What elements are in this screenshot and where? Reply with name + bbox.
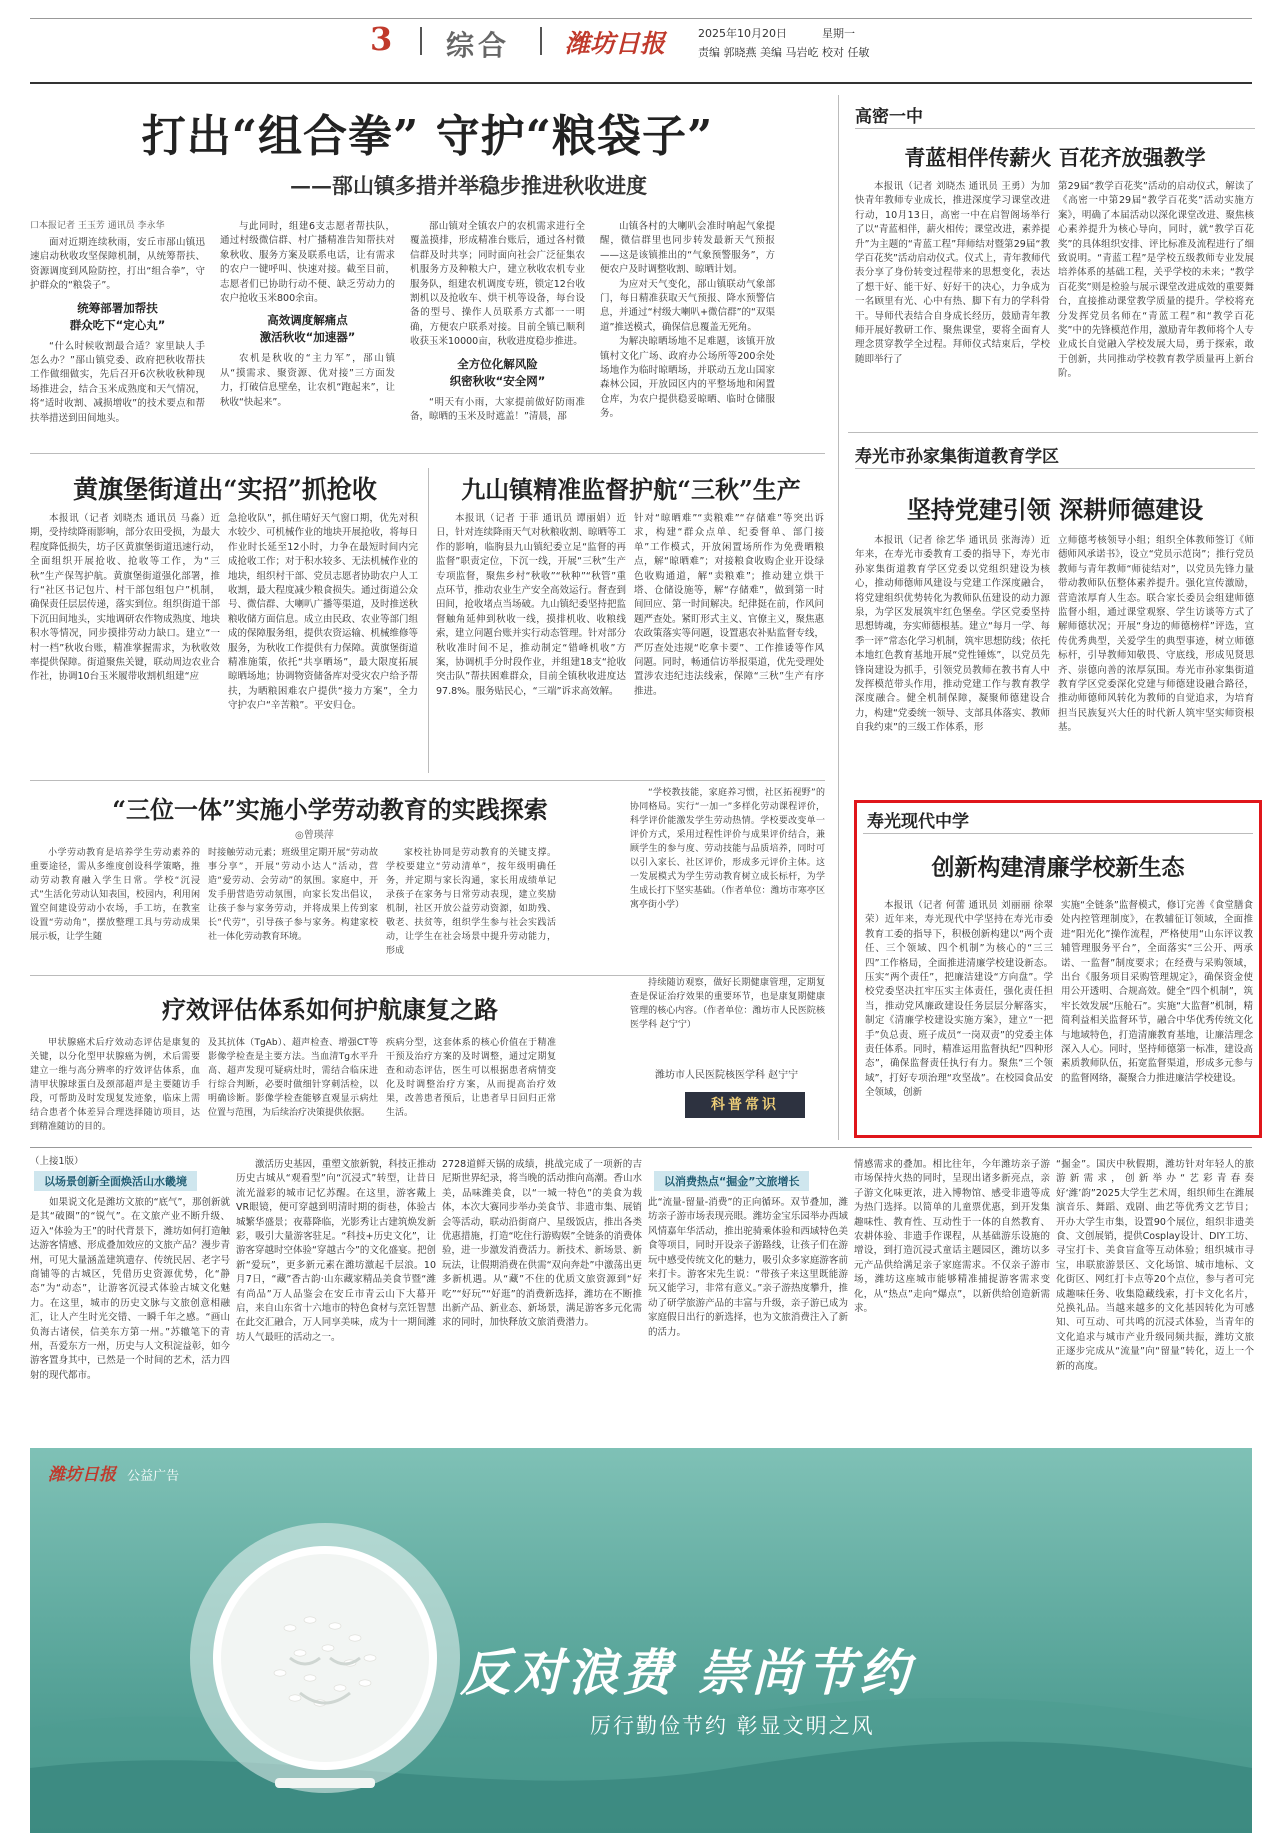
- sunjia-col2: [1058, 534, 1254, 784]
- liaoxiao-col1: [30, 1036, 200, 1146]
- lead-col2: [220, 220, 395, 442]
- lead-col1-para2: “什么时候收割最合适？家里缺人手怎么办？”郚山镇党委、政府把秋收帮扶工作做细做实，先后召开6次秋收秋种现场推进会，结合玉米成熟度和天气情况，将“适时收割、减损增收”的技术要点和帮扶举措送到田间地头。: [30, 340, 205, 424]
- divider-lead: [30, 453, 825, 454]
- huangqi-title: 黄旗堡街道出“实招”抓抢收: [73, 475, 377, 504]
- gaomi-col2-text: 第29届“教学百花奖”活动的启动仪式，解读了《高密一中第29届“教学百花奖”活动实施方案》，明确了本届活动以深化课堂改进、聚焦核心素养提升为核心导向，同时，就“教学百花奖”的具体组织安排、评比标准及流程进行了细致说明。“青蓝工程”是学校五级教师专业发展培养体系的基础工程，关乎学校的未来；“教学百花奖”则是检验与展示课堂改进成效的重要舞台，直接推动课堂教学质量的提升。学校将充分发挥党员名师在“青蓝工程”和“教学百花奖”中的先锋模范作用，激励青年教师将个人专业成长自觉融入学校发展大局，勇于探索，敢于创新，共同推动学校教育教学质量再上新台阶。: [1058, 181, 1254, 380]
- lower-col2: [236, 1158, 436, 1436]
- rice-bowl-icon: [180, 1508, 470, 1808]
- lower-pill-1: [34, 1170, 197, 1191]
- issue-date: 2025年10月20日: [698, 27, 787, 40]
- lower-col1-text: 如果说文化是潍坊文旅的“底气”，那创新就是其“破圈”的“锐气”。在文旅产业不断升级、迈入“体验为王”的时代背景下，潍坊如何打造触达游客情感、形成叠加效应的文旅产品？漫步青州，可见大量涵盖建筑遗存、传统民居、老字号商铺等的古城区，凭借历史资源优势，化“静态”为“动态”，让游客沉浸式体验古城文化魅力。在这里，城市的历史文脉与文旅创意相融汇，让人产生时光交错、一瞬千年之感。“画山负海古诸侯，信美东方第一州。”苏辙笔下的青州，吾爱东方一州，历史与人文积淀益彰，如今游客置身其中，已然是一个时间的艺术，活力四射的现代都市。: [30, 1197, 230, 1381]
- issue-weekday: 星期一: [822, 27, 855, 40]
- lead-sub2b: 激活秋收“加速器”: [259, 330, 356, 345]
- liaoxiao-col4: [630, 976, 825, 1060]
- sanwei-col1: [30, 846, 200, 971]
- divider-right-column: [838, 95, 839, 1140]
- lead-title: 打出“组合拳” 守护“粮袋子”: [141, 111, 714, 162]
- lead-sub2a: 高效调度解痛点: [267, 313, 348, 328]
- sanwei-col2-text: 时接触劳动元素；班级里定期开展“劳动故事分享”，开展“劳动小达人”活动，营造“爱劳动、会劳动”的氛围。家庭中，开发手册营造劳动氛围，向家长发出倡议，让孩子参与家务劳动，并将成果上传到家长“代劳”，引导孩子参与家务。构建家校社一体化劳动教育环境。: [208, 848, 378, 942]
- liaoxiao-col4-text: 持续随访观察，做好长期健康管理，定期复查是保证治疗效果的重要环节，也是康复期健康管理的核心内容。（作者单位：潍坊市人民医院核医学科 赵宁宁）: [630, 978, 825, 1030]
- lead-col3-para1: 郚山镇对全镇农户的农机需求进行全覆盖摸排，形成精准台账后，通过各村微信群及时共享；同时面向社会广泛征集农机服务方及种粮大户，建立秋收农机专业服务队，组建农机调度专班，锁定12台收割机以及抢收车、烘干机等设备，每台设备的型号、操作人员联系方式都一一明确，方便农户联系对接。目前全镇已顺利收获玉米10000亩，秋收进度稳步推进。: [410, 221, 585, 348]
- popular-science-tag-label: 科普常识: [711, 1097, 779, 1113]
- shouguang-frame: [854, 800, 1262, 1138]
- lead-sub1a: 统筹部署加帮扶: [77, 300, 158, 315]
- lower-col3: [442, 1158, 642, 1436]
- page-number: 3: [370, 20, 393, 58]
- lead-sub3a: 全方位化解风险: [457, 356, 538, 371]
- liaoxiao-col2-text: 及其抗体（TgAb）、超声检查、增强CT等影像学检查是主要方法。当血清Tg水平升高、超声发现可疑病灶时，需结合临床进行综合判断，必要时做细针穿刺活检，以明确诊断。影像学检查能够直观显示病灶位置与范围，为后续治疗决策提供依据。: [208, 1038, 378, 1118]
- gaomi-col1: [855, 180, 1050, 426]
- lower-col1: [30, 1196, 230, 1436]
- lower-pill-1-label: 以场景创新全面焕活山水畿境: [34, 1171, 197, 1191]
- lower-col5: [854, 1158, 1050, 1436]
- jiushan-col2-text: 针对“晾晒难”“卖粮难”“存储难”等突出诉求，构建“群众点单、纪委督单、部门接单”工作模式，开放闲置场所作为免费晒粮点，解“晾晒难”；对接粮食收购企业开设绿色收购通道，解“卖粮难”；推动建立烘干塔、仓储设施等，解“存储难”，做到第一时间回应、第一时间解决。纪律挺在前，作风问题严查处。紧盯形式主义、官僚主义，聚焦惠农政策落实等问题，设置惠农补贴监督专线，严厉查处违规“吃拿卡要”、工作推诿等作风问题。同时，畅通信访举报渠道，优先受理处置涉农违纪违法线索，保障“三秋”生产有序推进。: [634, 513, 824, 697]
- sanwei-col3: [386, 846, 556, 971]
- ad-headline: 反对浪费 崇尚节约: [460, 1643, 914, 1702]
- jiushan-title: 九山镇精准监督护航“三秋”生产: [461, 475, 801, 504]
- ad-brand-block: [48, 1460, 179, 1485]
- liaoxiao-title: 疗效评估体系如何护航康复之路: [162, 995, 498, 1024]
- lead-sub3b: 织密秋收“安全网”: [449, 373, 546, 388]
- public-service-ad: [30, 1448, 1252, 1833]
- sunjia-title: 坚持党建引领 深耕师德建设: [906, 495, 1204, 524]
- lower-col2-text: 激活历史基因，重塑文旅新貌，科技正推动历史古城从“观看型”向“沉浸式”转型，让昔日流光溢彩的城市记忆苏醒。在这里，游客戴上VR眼镜，便可穿越到明清时期的街巷，体验古城繁华盛景；夜幕降临，光影秀让古建筑焕发新彩，吸引大量游客驻足。“科技+历史文化”，让游客穿越时空体验“穿越古今”的文化盛宴。把创新“爱玩”，更多新元素在潍坊激起千层浪。10月7日，“藏”香古韵·山东藏家精品美食节暨“潍有尚品”万人品鉴会在安丘市青云山下大幕开启，来自山东省十六地市的特色食材与烹饪智慧在此交汇融合，万人同享美味，成为十一期间潍坊人气最旺的活动之一。: [236, 1159, 436, 1343]
- huangqi-col2-text: 急抢收队”，抓住晴好天气窗口期，优先对积水较少、可机械作业的地块开展抢收，将每日作业时长延至12小时，力争在最短时间内完成抢收工作；对于积水较多、无法机械作业的地块，组织村干部、党员志愿者协助农户人工收割，最大程度减少粮食损失。通过街道公众号、微信群、大喇叭广播等渠道，及时推送秋粮收储方面信息。成立由民政、农业等部门组成的保障服务组，提供农资运输、机械维修等服务，为秋收工作提供有力保障。黄旗堡街道精准施策，依托“共享晒场”，最大限度拓展晾晒场地；协调物资储备库对受灾农户给予帮扶，为晒粮困难农户提供“接力方案”，全力守护农户“辛苦粮”。平安归仓。: [228, 513, 418, 712]
- lead-col2-para2: 农机是秋收的“主力军”，郚山镇从“摸需求、聚资源、优对接”三方面发力，打破信息壁垒，让农机“跑起来”，让秋收“快起来”。: [220, 353, 395, 408]
- sanwei-col3-text: 家校社协同是劳动教育的关键支撑。学校要建立“劳动清单”，按年级明确任务，并定期与家长沟通，家长用成绩单记录孩子在家务与日常劳动表现，建立奖励机制，社区开放公益劳动资源，如助残、敬老、扶贫等，组织学生参与社会实践活动，让学生在社会场景中提升劳动能力，形成: [386, 848, 556, 956]
- sunjia-label-rule: [855, 468, 1255, 469]
- lower-col5-text: 情感需求的叠加。相比往年，今年潍坊亲子游市场保持火热的同时，呈现出诸多新亮点，亲子游文化味更浓，进入博物馆、感受非遗等成为热门选择。以简单的儿童票优惠，到开发集趣味性、教育性、互动性于一体的自然教育、农耕体验、非遗手作课程，从基础游乐设施的增设，到打造沉浸式童话主题园区，潍坊以多元产品供给满足亲子家庭需求。不仅亲子游市场，潍坊这座城市能够精准捕捉游客需求变化，从“热点”走向“爆点”，以新供给创造新需求。: [854, 1159, 1050, 1315]
- masthead-divider: [420, 27, 422, 55]
- lower-col4: [648, 1196, 848, 1436]
- sunjia-section-label: 寿光市孙家集街道教育学区: [855, 447, 1059, 467]
- lower-pill-2-label: 以消费热点“掘金”文旅增长: [654, 1171, 809, 1191]
- shouguang-col2: [1061, 899, 1253, 1131]
- shouguang-section-label: 寿光现代中学: [867, 812, 969, 832]
- ad-tag: 公益广告: [127, 1469, 180, 1484]
- lead-col4: [600, 220, 775, 442]
- huangqi-col2: [228, 512, 418, 774]
- divider-mid: [30, 780, 825, 781]
- shouguang-col1: [865, 899, 1053, 1131]
- ad-tagline: 厉行勤俭节约 彰显文明之风: [590, 1714, 875, 1738]
- sanwei-col4: [630, 786, 825, 971]
- lead-col1-para1: 面对近期连续秋雨，安丘市郚山镇迅速启动秋收攻坚保障机制，从统筹帮扶、资源调度到风险防控，打出“组合拳”，守护群众的“粮袋子”。: [30, 237, 205, 292]
- lead-col4-para2: 为应对天气变化，郚山镇联动气象部门，每日精准获取天气预报、降水预警信息，并通过“村级大喇叭+微信群”的“双渠道”推送模式，确保信息覆盖无死角。: [600, 278, 775, 333]
- gaomi-title: 青蓝相伴传薪火 百花齐放强教学: [904, 145, 1206, 170]
- section-name: 综合: [446, 29, 511, 62]
- lower-pill-2: [654, 1170, 809, 1191]
- lower-col3-text: 2728道鲜天锅的成绩，挑战完成了一项新的吉尼斯世界纪录，将当晚的活动推向高潮。香山水美，品味潍美食，以“一城一特色”的美食为载体，本次大赛同步举办美食节、非遗市集、展销会等活动，联动沿街商户、星级饭店，推出各类优惠措施，打造“吃住行游购娱”全链条的消费体验，进一步激发消费活力。新技术、新场景、新玩法，让假期消费在供需“双向奔赴”中激荡出更多新机遇。从“藏”不住的优质文旅资源到“好吃”“好玩”“好逛”的消费新选择，潍坊在不断推出新产品、新业态、新场景，满足游客多元化需求的同时，加快释放文旅消费潜力。: [442, 1159, 642, 1329]
- jiushan-col2: [634, 512, 824, 774]
- liaoxiao-col1-text: 甲状腺癌术后疗效动态评估是康复的关键，以分化型甲状腺癌为例，术后需要建立一维与高分辨率的疗效评估体系，血清甲状腺球蛋白及颈部超声是主要随访手段，可帮助及时发现复发迹象，临床上需结合患者个体差异合理选择随访项目，达到精准随访的目的。: [30, 1038, 200, 1132]
- gaomi-section-label: 高密一中: [855, 107, 923, 127]
- jiushan-col1-text: 本报讯（记者 于菲 通讯员 谭丽娟）近日，针对连续降雨天气对秋粮收割、晾晒等工作的影响，临朐县九山镇纪委立足“监督的再监督”职责定位，下沉一线，开展“三秋”生产专项监督，聚焦乡村“秋收”“秋种”“秋管”重点环节，推动农业生产安全高效运行。督查到田间，抢收堵点当场破。九山镇纪委坚持把监督触角延伸到秋收一线，摸排机收、收粮线索，建立问题台账并实行动态管理。针对部分秋收准时间不足，推动制定“错峰机收”方案，协调机手分时段作业，并组建18支“抢收突击队”帮扶困难群众，目前全镇秋收进度达97.8%。服务贴民心，“三端”诉求高效解。: [436, 513, 626, 697]
- sanwei-title: “三位一体”实施小学劳动教育的实践探索: [112, 795, 548, 824]
- sanwei-byline: ◎曾瑛萍: [295, 830, 334, 841]
- lead-col2-para1: 与此同时，组建6支志愿者帮扶队，通过村级微信群、村广播精准告知帮扶对象秋收、服务方案及联系电话，让有需求的农户一键呼叫、快速对接。截至目前，志愿者们已协助行动不便、缺乏劳动力的农户抢收玉米800余亩。: [220, 221, 395, 305]
- lead-byline: 口本报记者 王玉芳 通讯员 李永华: [30, 221, 165, 231]
- popular-science-tag: [685, 1092, 805, 1118]
- sanwei-col2: [208, 846, 378, 971]
- masthead-rule-bottom: [30, 82, 1252, 84]
- liaoxiao-col3: [386, 1036, 556, 1146]
- lead-col1: [30, 236, 205, 441]
- lead-story: [30, 90, 825, 450]
- lower-col6: [1056, 1158, 1254, 1436]
- masthead-divider-2: [540, 27, 542, 55]
- lower-col4-text: 此“流量-留量-消费”的正向循环。双节叠加，潍坊亲子游市场表现亮眼。潍坊金宝乐园举办西域风情嘉年华活动，推出驼骑乘体验和西域特色美食等项目，同时开设亲子游路线，让孩子们在游玩中感受传统文化的魅力，吸引众多家庭游客前来打卡。游客宋先生说：“带孩子来这里既能游玩又能学习，非常有意义。”亲子游热度攀升，推动了研学旅游产品的丰富与升级，亲子游已成为家庭假日出行的新选择，也为文旅消费注入了新的活力。: [648, 1197, 848, 1338]
- sunjia-col1: [855, 534, 1050, 784]
- huangqi-col1: [30, 512, 220, 774]
- editors-line: 责编 郭晓燕 美编 马岩屹 校对 任敏: [698, 46, 870, 59]
- lower-col6-text: “掘金”。国庆中秋假期，潍坊针对年轻人的旅游新需求，创新举办“艺彩青春奏好‘潍’韵”2025大学生艺术周，组织师生在潍展演音乐、舞蹈、戏剧、曲艺等优秀文艺节目；开办大学生市集，设置90个展位，组织非遗美食、文创展销，提供Cosplay设计、DIY工坊、寻宝打卡、美食盲盒等互动体验；组织城市寻宝，串联旅游景区、文化场馆、城市地标、文化街区、网红打卡点等20个点位，参与者可完成趣味任务、收集隐藏线索，打卡文化名片，兑换礼品。当越来越多的文化基因转化为可感知、可互动、可共鸣的沉浸式体验，当青年的文化追求与城市产业升级同频共振，潍坊文旅正逐步完成从“流量”向“留量”转化，迈上一个新的高度。: [1056, 1159, 1254, 1372]
- liaoxiao-col2: [208, 1036, 378, 1146]
- shouguang-col1-text: 本报讯（记者 何蕾 通讯员 刘丽丽 徐翠荣）近年来，寿光现代中学坚持在寿光市委教育工委的指导下，积极创新构建以“两个责任、三个领域、四个机制”为核心的“三三四”工作格局，全面推进清廉学校建设新态。压实“两个责任”，把廉洁建设“方向盘”。学校党委坚决扛牢压实主体责任，强化责任担当，推动党风廉政建设任务层层分解落实，制定《清廉学校建设实施方案》，建立“一把手”负总责、班子成员“一岗双责”的党委主体责任体系。同时，精准运用监督执纪“四种形态”，确保监督责任执行有力。聚焦“三个领域”，打好专项治理“攻坚战”。在校园食品安全领域，创新: [865, 900, 1053, 1099]
- shouguang-label-rule: [863, 833, 1253, 834]
- masthead-rule-top: [30, 18, 1252, 19]
- huangqi-col1-text: 本报讯（记者 刘晓杰 通讯员 马淼）近期，受持续降雨影响，部分农田受损，为最大程度降低损失，坊子区黄旗堡街道迅速行动，全面组织开展抢收、抢收等工作，为“三秋”生产保驾护航。黄旗堡街道强化部署，推行“社区书记包片、村干部包组包户”机制，确保责任层层传递，落实到位。组织街道干部下沉田间地头，实地调研农作物成熟度、地块积水等情况，同步摸排劳动力缺口。建立“一村一档”秋收台账，精准掌握需求，为秋收效率提供保障。街道聚焦关键，联动周边农业合作社，协调10台玉米履带收割机组建“应: [30, 513, 220, 683]
- lead-col4-para1: 山镇各村的大喇叭会准时响起气象提醒，微信群里也同步转发最新天气预报——这是该镇推出的“气象预警服务”，方便农户及时调整收割、晾晒计划。: [600, 221, 775, 276]
- gaomi-label-rule: [855, 128, 1255, 129]
- liaoxiao-author: 潍坊市人民医院核医学科 赵宁宁: [655, 1070, 799, 1081]
- sanwei-col4-text: “学校教技能，家庭养习惯，社区拓视野”的协同格局。实行“一加一”多样化劳动课程评价，科学评价能激发学生劳动热情。学校要改变单一评价方式，采用过程性评价与成果评价结合，兼顾学生的参与度、劳动技能与品质培养，同时可以引入家长、社区评价，形成多元评价主体。这一发展模式为学生劳动教育树立成长标杆，为学生成长打下坚实基础。（作者单位：潍坊市寒亭区寓亭街小学）: [630, 788, 825, 910]
- continued-label: （上接1版）: [30, 1156, 84, 1167]
- gaomi-col1-text: 本报讯（记者 刘晓杰 通讯员 王勇）为加快青年教师专业成长，推进深度学习课堂改进行动，10月13日，高密一中在启智阁场举行了以“青蓝相伴，薪火相传；课堂改进，素养提升”为主题的“青蓝工程”拜师结对暨第29届“教学百花奖”活动启动仪式。仪式上，青年教师代表分享了身份转变过程带来的思想变化，表达了想干好、能干好、好好干的决心，力争成为一名顾里有光、心中有热、脚下有力的学科骨干。导师代表结合自身成长经历，鼓励青年教师开展好教研工作、聚焦课堂，要将全面育人理念贯穿教学全过程。拜师仪式结束后，学校随即举行了: [855, 181, 1050, 365]
- shouguang-title: 创新构建清廉学校新生态: [931, 854, 1185, 881]
- shouguang-col2-text: 实施“全链条”监督模式，修订完善《食堂膳食处内控管理制度》，在教辅征订领域，全面推进“阳光化”操作流程，严格使用“山东评议教辅管理服务平台”，全面落实“三公开、两承诺、一监督”制度要求；在经费与采购领域，出台《服务项目采购管理规定》，确保资金使用公开透明、合规高效。健全“四个机制”，筑牢长效发展“压舱石”。实施“大监督”机制，精简利益相关监督环节，融合中华优秀传统文化与地域特色，打造清廉教育基地，让廉洁理念深入人心。同时，坚持师德第一标准，建设高素质教师队伍，拓宽监督渠道，形成多元参与的监督网络，凝聚合力推进廉洁学校建设。: [1061, 900, 1253, 1084]
- lead-col3-para2: “明天有小雨，大家提前做好防雨准备，晾晒的玉米及时遮盖！”清晨，郚: [410, 396, 585, 423]
- divider-huangqi-jiushan: [428, 468, 429, 773]
- masthead: [0, 0, 1284, 88]
- paper-logo: 潍坊日报: [565, 29, 666, 58]
- ad-brand: 潍坊日报: [48, 1465, 116, 1485]
- lead-sub1b: 群众吃下“定心丸”: [69, 317, 166, 332]
- jiushan-col1: [436, 512, 626, 774]
- lead-subtitle: ——郚山镇多措并举稳步推进秋收进度: [290, 173, 647, 198]
- lead-col4-para3: 为解决晾晒场地不足难题，该镇开放镇村文化广场、政府办公场所等200余处场地作为临时晾晒场，并联动五龙山国家森林公园，开放园区内的平整场地和闲置仓库，为农户提供稳妥晾晒、临时仓储服务。: [600, 336, 775, 420]
- sunjia-col2-text: 立师德考核领导小组；组织全体教师签订《师德师风承诺书》，设立“党员示范岗”；推行党员教师与青年教师“师徒结对”，以党员先锋力量带动教师队伍整体素养提升。强化宣传激励，营造浓厚育人生态。联合家长委员会组建师德监督小组，通过课堂观察、学生访谈等方式了解师德状况；开展“身边的师德榜样”评选，宣传优秀典型，关爱学生的典型事迹，树立师德标杆，引导教师知敬畏、守底线，形成见贤思齐、崇德向善的浓厚氛围。寿光市孙家集街道教育学区党委深化党建与师德建设融合路径，推动师德师风转化为教师的自觉追求，为培育担当民族复兴大任的时代新人筑牢坚实师资根基。: [1058, 535, 1254, 734]
- lower-section-rule: [30, 1147, 1252, 1148]
- divider-gaomi: [848, 432, 1258, 433]
- lead-col3: [410, 220, 585, 442]
- gaomi-col2: [1058, 180, 1254, 426]
- sanwei-col1-text: 小学劳动教育是培养学生劳动素养的重要途径，需从多维度创设科学策略，推动劳动教育融入学生日常。学校“沉浸式”生活化劳动认知表国，校园内，利用闲置空间建设劳动小农场，手工坊，在教室设置“劳动角”，摆放整理工具与劳动成果展示板，让学生随: [30, 848, 200, 942]
- sunjia-col1-text: 本报讯（记者 徐艺华 通讯员 张海涛）近年来，在寿光市委教育工委的指导下，寿光市孙家集街道教育学区党委以党组织建设为核心，推动师德师风建设与党建工作深度融合，将党建组织优势转化为教师队伍建设的动力源泉，为学区发展筑牢红色堡垒。学区党委坚持思想铸魂，夯实师德根基。建立“每月一学、每季一评”常态化学习机制，筑牢思想防线；依托本地红色教育基地开展“党性锤炼”，以党员先锋岗建设为抓手，引领党员教师在教书育人中发挥模范带头作用，推动党建工作与教育教学深度融合。健全机制保障，凝聚师德建设合力，构建“党委统一领导、支部具体落实、教师自我约束”的三级工作体系，形: [855, 535, 1050, 734]
- liaoxiao-col3-text: 疾病分型，这套体系的核心价值在于精准干预及治疗方案的及时调整，通过定期复查和动态评估，医生可以根据患者病情变化及时调整治疗方案，从而提高治疗效果，改善患者预后，让患者早日回归正常生活。: [386, 1038, 556, 1118]
